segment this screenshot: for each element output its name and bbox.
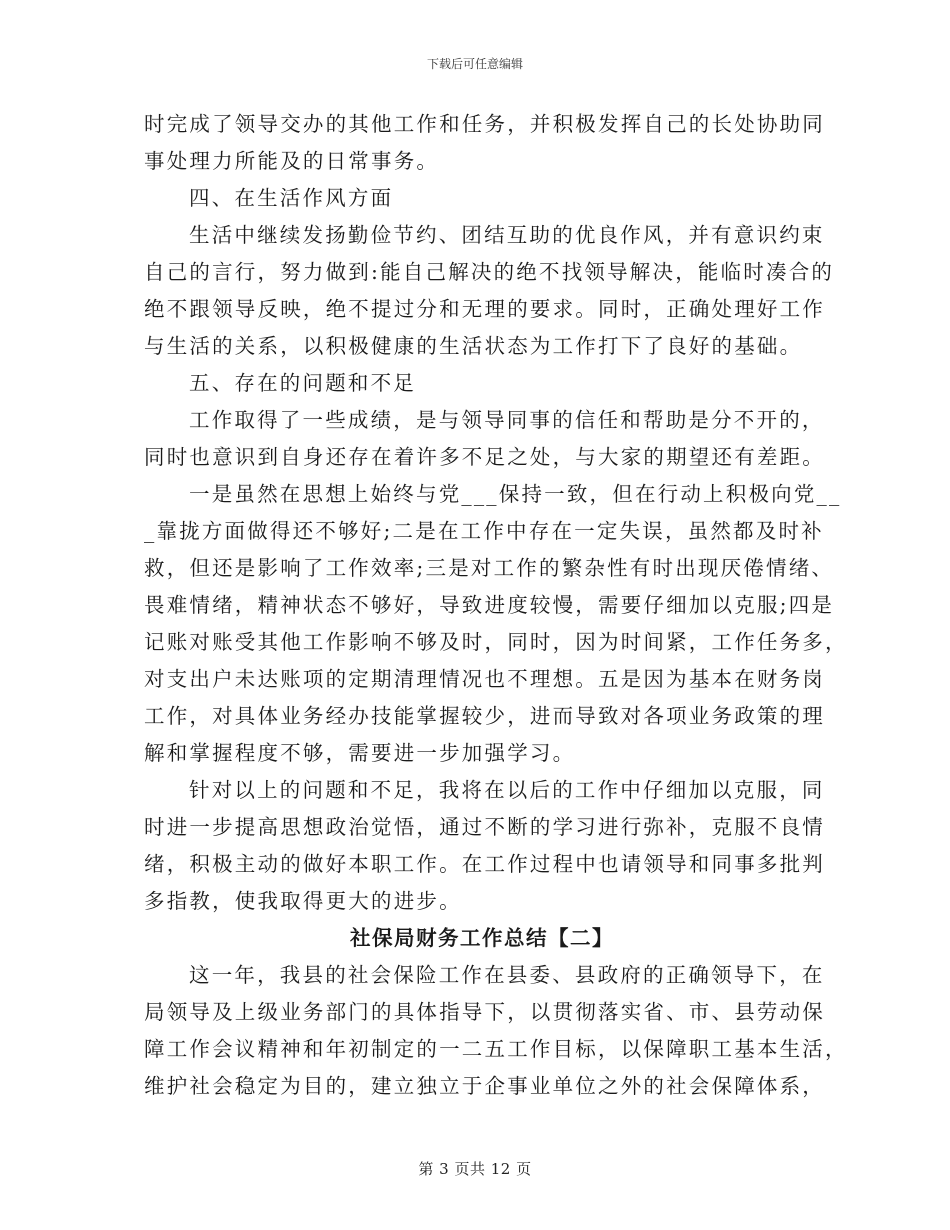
text-line: 与生活的关系，以积极健康的生活状态为工作打下了良好的基础。 [144, 334, 803, 358]
text-line: 多指教，使我取得更大的进步。 [144, 889, 462, 913]
text-line: 障工作会议精神和年初制定的一二五工作目标，以保障职工基本生活， [144, 1037, 848, 1061]
text-line: 事处理力所能及的日常事务。 [144, 149, 440, 173]
text-line: 工作取得了一些成绩，是与领导同事的信任和帮助是分不开的， [189, 408, 825, 432]
text-line: 五、存在的问题和不足 [189, 371, 416, 395]
text-line: 绪，积极主动的做好本职工作。在工作过程中也请领导和同事多批判 [144, 852, 825, 876]
text-line: 一是虽然在思想上始终与党___保持一致，但在行动上积极向党__ [189, 482, 842, 506]
text-line: 维护社会稳定为目的，建立独立于企事业单位之外的社会保障体系， [144, 1074, 825, 1098]
text-line: 畏难情绪，精神状态不够好，导致进度较慢，需要仔细加以克服;四是 [144, 593, 835, 617]
text-line: 生活中继续发扬勤俭节约、团结互助的优良作风，并有意识约束 [189, 223, 825, 247]
text-line: 针对以上的问题和不足，我将在以后的工作中仔细加以克服，同 [189, 778, 825, 802]
text-line: 时完成了领导交办的其他工作和任务，并积极发挥自己的长处协助同 [144, 112, 825, 136]
page-number: 第 3 页共 12 页 [418, 1160, 532, 1178]
text-line: 救，但还是影响了工作效率;三是对工作的繁杂性有时出现厌倦情绪、 [144, 556, 835, 580]
text-line: 自己的言行，努力做到:能自己解决的绝不找领导解决，能临时凑合的 [144, 260, 835, 284]
text-line: 局领导及上级业务部门的具体指导下，以贯彻落实省、市、县劳动保 [144, 1000, 825, 1024]
text-line: 对支出户未达账项的定期清理情况也不理想。五是因为基本在财务岗 [144, 667, 825, 691]
text-line: 工作，对具体业务经办技能掌握较少，进而导致对各项业务政策的理 [144, 704, 825, 728]
text-line: 同时也意识到自身还存在着许多不足之处，与大家的期望还有差距。 [144, 445, 825, 469]
document-body [144, 106, 848, 1105]
text-line: 绝不跟领导反映，绝不提过分和无理的要求。同时，正确处理好工作 [144, 297, 825, 321]
text-line: _靠拢方面做得还不够好;二是在工作中存在一定失误，虽然都及时补 [144, 519, 824, 543]
page-header-note: 下载后可任意编辑 [426, 57, 523, 71]
text-line: 四、在生活作风方面 [189, 186, 394, 210]
text-line: 解和掌握程度不够，需要进一步加强学习。 [144, 741, 576, 765]
text-line: 时进一步提高思想政治觉悟，通过不断的学习进行弥补，克服不良情 [144, 815, 825, 839]
section-title: 社保局财务工作总结【二】 [350, 926, 614, 950]
text-line: 记账对账受其他工作影响不够及时，同时，因为时间紧，工作任务多， [144, 630, 848, 654]
text-line: 这一年，我县的社会保险工作在县委、县政府的正确领导下，在 [189, 963, 825, 987]
